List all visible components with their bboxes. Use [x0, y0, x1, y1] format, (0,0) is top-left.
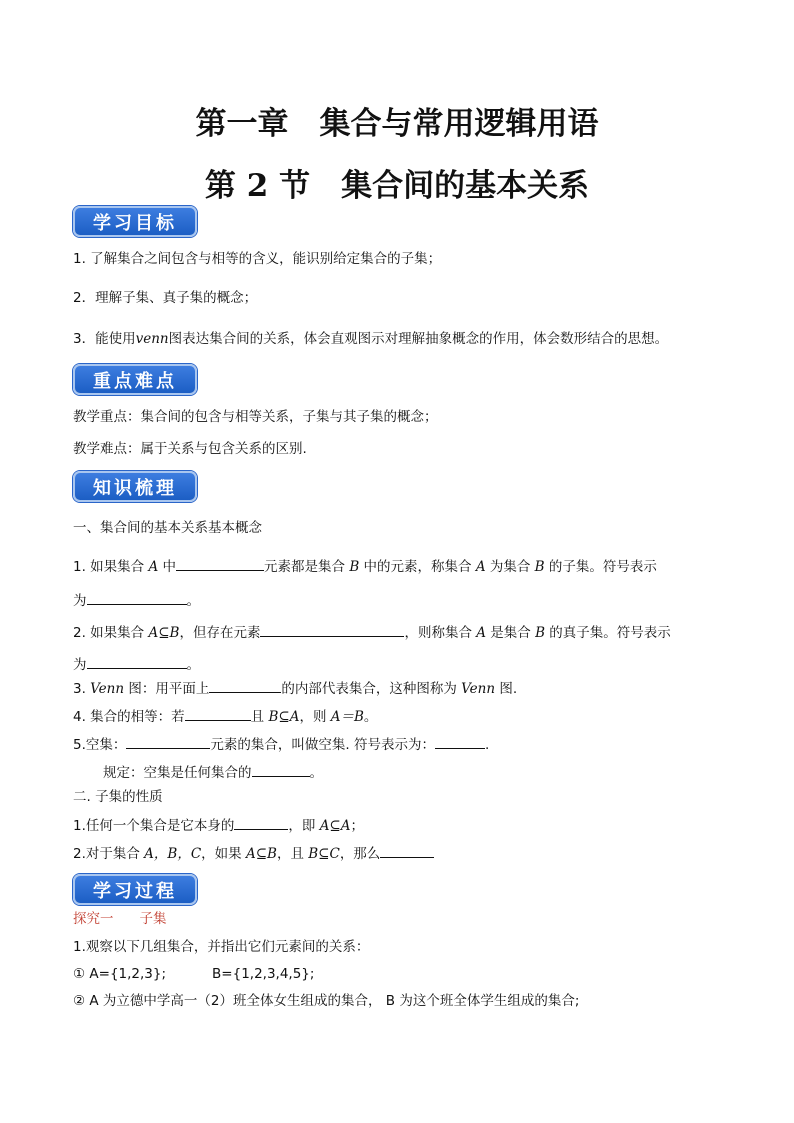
- expr: A⊆B: [245, 846, 277, 862]
- text: 2. 如果集合: [73, 625, 149, 641]
- property-1: [73, 815, 364, 835]
- example-1-a: ① A={1,2,3};: [73, 966, 167, 982]
- text: 为: [73, 657, 87, 673]
- chapter-title: 第一章 集合与常用逻辑用语: [195, 106, 599, 142]
- expr: B⊆C: [308, 846, 340, 862]
- example-1-b: B={1,2,3,4,5};: [212, 966, 315, 982]
- fill-blank[interactable]: [87, 654, 187, 669]
- objective-1: 1. 了解集合之间包含与相等的含义，能识别给定集合的子集；: [73, 251, 442, 267]
- text: 2.对于集合: [73, 846, 145, 862]
- text: ，且: [276, 846, 309, 862]
- objective-3-a: 3．能使用: [73, 331, 136, 347]
- fill-blank[interactable]: [380, 843, 434, 858]
- text: 4. 集合的相等：若: [73, 709, 185, 725]
- expr: A，B，C: [144, 846, 202, 862]
- var-A: A: [148, 559, 159, 575]
- fill-blank[interactable]: [252, 762, 310, 777]
- text: 元素的集合，叫做空集. 符号表示为：: [210, 737, 435, 753]
- text: 。: [186, 657, 200, 673]
- fill-blank[interactable]: [126, 734, 210, 749]
- text: 规定：空集是任何集合的: [103, 765, 252, 781]
- concept-1-line2: [73, 590, 200, 610]
- text: 元素都是集合: [264, 559, 350, 575]
- venn-term: Venn: [90, 681, 125, 697]
- text: ，但存在元素: [179, 625, 261, 641]
- text: 图：用平面上: [124, 681, 210, 697]
- concept-1-line1: [73, 556, 657, 576]
- fill-blank[interactable]: [260, 622, 404, 637]
- concept-3: [73, 678, 517, 698]
- var-B: B: [349, 559, 360, 575]
- question-1: 1.观察以下几组集合，并指出它们元素间的关系：: [73, 939, 370, 955]
- objective-2: 2．理解子集、真子集的概念；: [73, 290, 258, 306]
- text: ，则: [299, 709, 331, 725]
- text: 3.: [73, 681, 91, 697]
- text: 的真子集。符号表示: [545, 625, 671, 641]
- section-title: 第 2 节 集合间的基本关系: [204, 168, 590, 204]
- explore-label: 探究一: [73, 911, 114, 927]
- text: 的子集。符号表示: [544, 559, 657, 575]
- explore-topic: 子集: [139, 911, 167, 927]
- var-B: B: [535, 625, 546, 641]
- fill-blank[interactable]: [185, 706, 251, 721]
- empty-set-rule: [103, 762, 323, 782]
- text: 1. 如果集合: [73, 559, 149, 575]
- expr: A⊆B: [148, 625, 180, 641]
- fill-blank[interactable]: [435, 734, 485, 749]
- text: ，则称集合: [404, 625, 477, 641]
- concept-2-line1: [73, 622, 671, 642]
- text: ，如果: [201, 846, 246, 862]
- text: 。: [309, 765, 323, 781]
- var-B: B: [534, 559, 545, 575]
- text: 为集合: [485, 559, 535, 575]
- fill-blank[interactable]: [234, 815, 288, 830]
- text: 是集合: [486, 625, 536, 641]
- badge-knowledge: 知识梳理: [73, 471, 197, 502]
- key-focus: 教学重点：集合间的包含与相等关系，子集与其子集的概念；: [73, 409, 438, 425]
- text: 图.: [495, 681, 518, 697]
- example-2: ② A 为立德中学高一（2）班全体女生组成的集合， B 为这个班全体学生组成的集合;: [73, 993, 580, 1009]
- objective-3-venn: venn: [135, 331, 169, 347]
- property-2: [73, 843, 434, 863]
- fill-blank[interactable]: [87, 590, 187, 605]
- key-difficulty: 教学难点：属于关系与包含关系的区别.: [73, 441, 307, 457]
- explore-heading: [73, 910, 167, 928]
- badge-keypoints: 重点难点: [73, 364, 197, 395]
- var-A: A: [476, 625, 486, 641]
- badge-objectives: 学习目标: [73, 206, 197, 237]
- expr: A⊆A: [319, 818, 351, 834]
- text: 。: [186, 593, 200, 609]
- knowledge-section2: 二. 子集的性质: [73, 789, 163, 805]
- text: 中的元素，称集合: [359, 559, 476, 575]
- objective-3: [73, 330, 668, 348]
- expr: B⊆A: [268, 709, 300, 725]
- text: 的内部代表集合，这种图称为: [281, 681, 462, 697]
- text: 为: [73, 593, 87, 609]
- concept-4: [73, 706, 377, 726]
- text: ，那么: [339, 846, 381, 862]
- text: 5.空集：: [73, 737, 127, 753]
- text: 1.任何一个集合是它本身的: [73, 818, 235, 834]
- text: ；: [350, 818, 364, 834]
- fill-blank[interactable]: [209, 678, 281, 693]
- concept-2-line2: [73, 654, 200, 674]
- badge-process: 学习过程: [73, 874, 197, 905]
- text: 。: [363, 709, 378, 725]
- objective-3-b: 图表达集合间的关系，体会直观图示对理解抽象概念的作用，体会数形结合的思想。: [168, 331, 669, 347]
- text: 中: [158, 559, 177, 575]
- venn-term: Venn: [461, 681, 496, 697]
- example-1: [73, 965, 314, 983]
- var-A: A: [475, 559, 486, 575]
- text: ，即: [288, 818, 320, 834]
- concept-5: [73, 734, 489, 754]
- text: 且: [250, 709, 269, 725]
- expr: A＝B: [330, 709, 364, 725]
- text: .: [484, 737, 490, 753]
- fill-blank[interactable]: [176, 556, 264, 571]
- knowledge-section1: 一、集合间的基本关系基本概念: [73, 520, 262, 536]
